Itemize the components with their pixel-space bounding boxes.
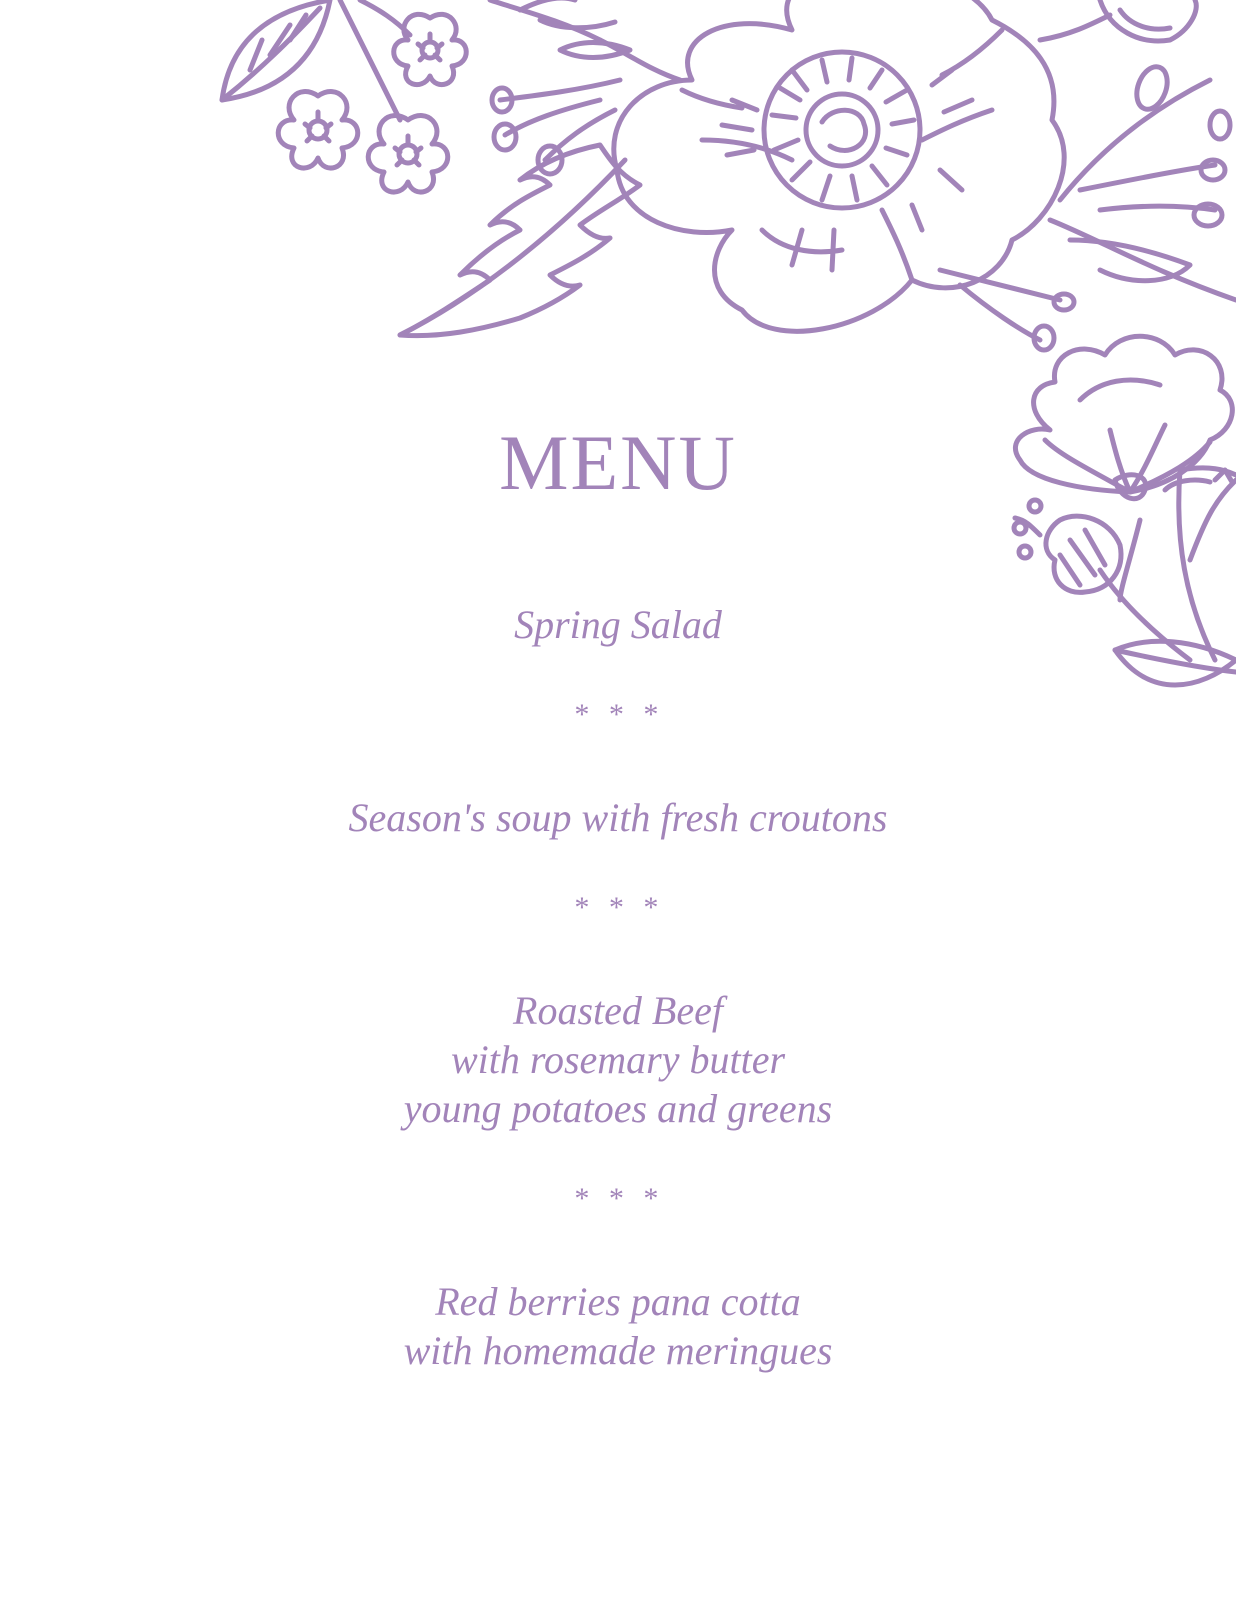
course-line: Red berries pana cotta [435, 1279, 801, 1324]
separator: * * * [573, 698, 663, 731]
course-soup [0, 793, 1236, 842]
course-line: Season's soup with fresh croutons [348, 795, 888, 840]
separator: * * * [573, 1182, 663, 1215]
course-line: Spring Salad [514, 602, 722, 647]
course-dessert [0, 1277, 1236, 1375]
course-line: young potatoes and greens [403, 1086, 833, 1131]
course-line: Roasted Beef [513, 988, 723, 1033]
course-main [0, 986, 1236, 1133]
course-line: with homemade meringues [403, 1328, 833, 1373]
course-spring-salad [0, 600, 1236, 649]
menu-title: MENU [499, 419, 737, 506]
separator: * * * [573, 891, 663, 924]
course-line: with rosemary butter [450, 1037, 786, 1082]
